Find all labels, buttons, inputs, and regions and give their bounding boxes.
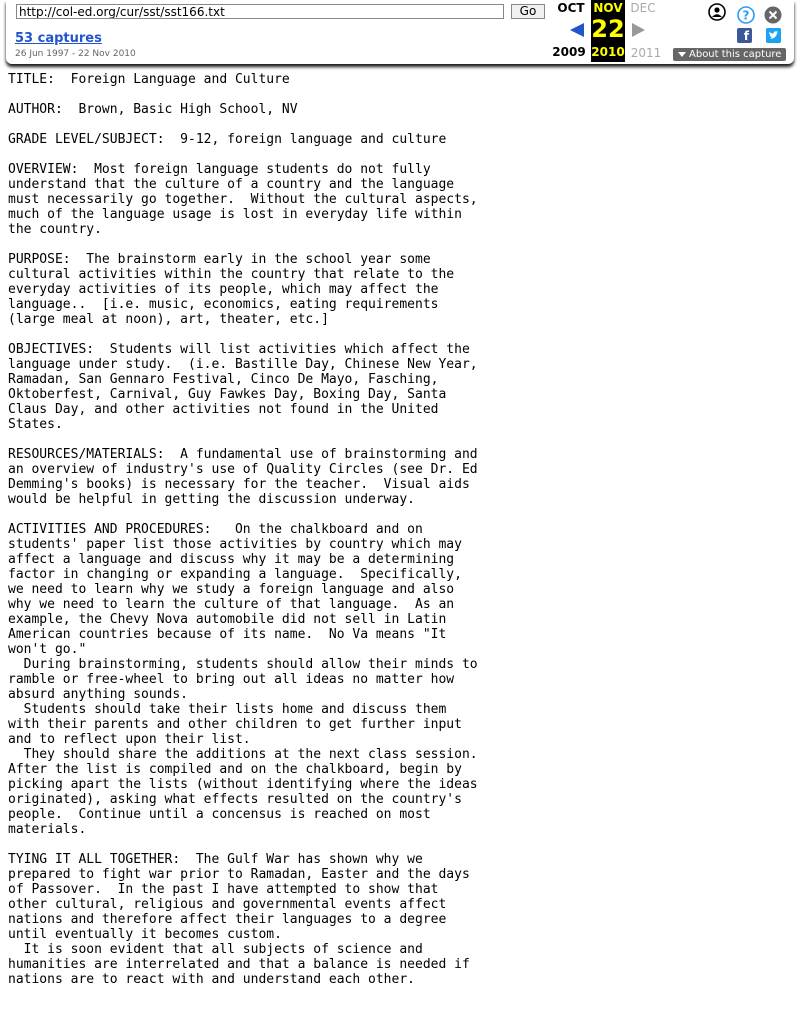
current-year-label: 2010 xyxy=(591,45,625,59)
captures-link[interactable]: 53 captures xyxy=(15,31,102,46)
current-day-label: 22 xyxy=(591,15,625,43)
about-capture-button[interactable] xyxy=(673,48,786,61)
prev-year-label[interactable]: 2009 xyxy=(552,45,586,59)
prev-month-label[interactable]: OCT xyxy=(557,1,585,15)
document-text: TITLE: Foreign Language and Culture AUTHOR: Brown, Basic High School, NV GRADE LEVEL/SUBJECT: 9-12, foreign language and culture OVERVIEW: Most foreign language students do not fully understand that the culture of a country and the language must necessarily go together. Without the cultural aspects, much of the language usage is lost in everyday life within the country. PURPOSE: The brainstorm early in the school year some cultural activities within the country that relate to the everyday activities of its people, which may affect the language.. [i.e. music, economics, eating requirements (large meal at noon), art, theater, etc.] OBJECTIVES: Students will list activities which affect the language under study. (i.e. Bastille Day, Chinese New Year, Ramadan, San Gennaro Festival, Cinco De Mayo, Fasching, Oktoberfest, Carnival, Guy Fawkes Day, Boxing Day, Santa Claus Day, and other activities not found in the United States. RESOURCES/MATERIALS: A fundamental use of brainstorming and an overview of industry's use of Quality Circles (see Dr. Ed Demming's books) is necessary for the teacher. Visual aids would be helpful in getting the discussion underway. ACTIVITIES AND PROCEDURES: On the chalkboard and on students' paper list those activities by country which may affect a language and discuss why it may be a determining factor in changing or expanding a language. Specifically, we need to learn why we study a foreign language and also why we need to learn the culture of that language. As an example, the Chevy Nova automobile did not sell in Latin American countries because of its name. No Va means "It won't go." During brainstorming, students should allow their minds to ramble or free-wheel to bring out all ideas no matter how absurd anything sounds. Students should take their lists home and discuss them with their parents and other children to get further input and to reflect upon their list. They should share the additions at the next class session. After the list is compiled and on the chalkboard, begin by picking apart the lists (without identifying where the ideas originated), asking what effects resulted on the country's people. Continue until a concensus is reached on most materials. TYING IT ALL TOGETHER: The Gulf War has shown why we prepared to fight war prior to Ramadan, Easter and the days of Passover. In the past I have attempted to show that other cultural, religious and governmental events affect nations and therefore affect their languages to a degree until eventually it becomes custom. It is soon evident that all subjects of science and humanities are interrelated and that a balance is needed if nations are to react with and understand each other. xyxy=(8,72,478,987)
arrow-next-icon[interactable] xyxy=(632,23,645,37)
next-month-label: DEC xyxy=(630,1,656,15)
facebook-icon[interactable]: f xyxy=(737,28,752,43)
twitter-icon[interactable] xyxy=(766,28,781,43)
about-capture-label: About this capture xyxy=(689,49,782,60)
next-year-label: 2011 xyxy=(630,46,662,60)
help-icon[interactable] xyxy=(737,6,755,24)
wayback-toolbar xyxy=(6,0,794,64)
current-month-label: NOV xyxy=(593,1,623,15)
chevron-down-icon xyxy=(678,52,686,57)
go-button[interactable]: Go xyxy=(511,4,545,19)
capture-date-range: 26 Jun 1997 - 22 Nov 2010 xyxy=(15,49,136,59)
svg-text:?: ? xyxy=(742,8,750,23)
current-capture-date xyxy=(591,0,625,62)
user-icon[interactable] xyxy=(708,3,726,21)
url-input[interactable] xyxy=(16,4,504,19)
arrow-prev-icon[interactable] xyxy=(570,23,584,37)
close-icon[interactable] xyxy=(764,6,782,24)
